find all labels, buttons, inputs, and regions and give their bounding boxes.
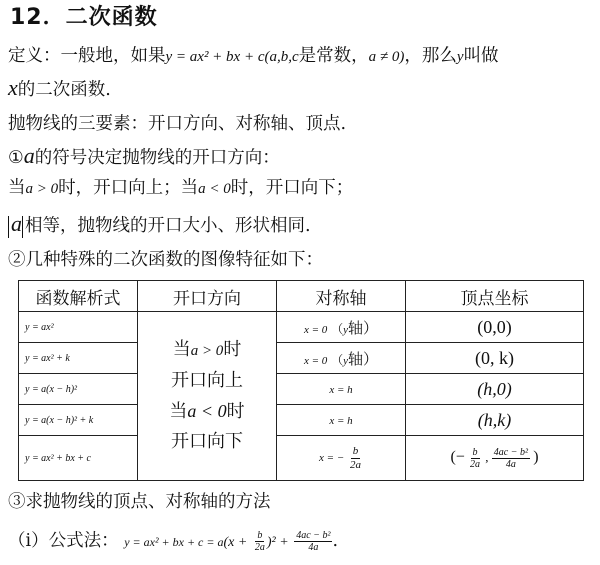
- definition-formula: y = ax² + bx + c(a,b,c: [165, 49, 299, 65]
- header-axis: 对称轴: [277, 281, 406, 312]
- properties-table: [18, 280, 584, 481]
- axis-cell: x = h: [277, 374, 406, 405]
- header-formula: 函数解析式: [19, 281, 138, 312]
- table-row: [19, 436, 584, 481]
- vertex-cell: (0,0): [406, 312, 584, 343]
- definition-suffix: ，那么: [404, 46, 457, 66]
- vertex-form-paren: (x +: [223, 535, 248, 550]
- formula-method-label: （i）公式法：: [8, 531, 119, 551]
- definition-prefix: 定义：一般地，如果: [8, 46, 166, 66]
- axis-cell: x = 0 （y轴）: [277, 343, 406, 374]
- point-2-heading: ②几种特殊的二次函数的图像特征如下：: [8, 250, 323, 270]
- vertex-form-frac-2: $\frac{\text{4ac − b²}}{4a}$: [296, 530, 331, 553]
- vertex-form-square: )² +: [266, 535, 289, 550]
- vertex-form-lhs: y = ax² + bx + c = a: [124, 535, 224, 549]
- definition-suffix2: 叫做: [463, 46, 499, 66]
- direction-line-3: 当a < 0时: [169, 401, 245, 422]
- definition-line2-text: 的二次函数.: [17, 80, 111, 100]
- definition-line-2: [8, 76, 111, 102]
- axis-cell: x = − $\frac{b}{2a}$: [277, 436, 406, 481]
- abs-bar-right: [22, 216, 23, 238]
- direction-line-2: 开口向上: [171, 370, 243, 391]
- point-3-formula-method: [8, 524, 338, 560]
- table-header-row: [19, 281, 584, 312]
- three-elements: 抛物线的三要素：开口方向、对称轴、顶点.: [8, 114, 347, 134]
- definition-mid: 是常数，: [298, 46, 369, 66]
- formula-cell: y = ax² + k: [19, 343, 138, 374]
- detail-text-3: 时，开口向下；: [230, 178, 354, 198]
- axis-cell: x = 0 （y轴）: [277, 312, 406, 343]
- point-3-heading: ③求抛物线的顶点、对称轴的方法: [8, 492, 271, 512]
- point-1-extra: [8, 212, 311, 238]
- definition-line-1: [8, 44, 499, 69]
- vertex-form-period: .: [332, 531, 339, 551]
- definition-condition: a ≠ 0): [368, 49, 405, 65]
- header-vertex: 顶点坐标: [406, 281, 584, 312]
- detail-cond-2: a < 0: [198, 181, 231, 197]
- detail-text-2: 时，开口向上；当: [58, 178, 199, 198]
- vertex-cell: (h,k): [406, 405, 584, 436]
- vertex-cell: (0, k): [406, 343, 584, 374]
- section-title: 12．二次函数: [10, 5, 158, 30]
- formula-cell: y = ax² + bx + c: [19, 436, 138, 481]
- table-row: [19, 374, 584, 405]
- detail-cond-1: a > 0: [25, 181, 59, 197]
- abs-bar: [8, 216, 9, 238]
- axis-cell: x = h: [277, 405, 406, 436]
- point-1-var: a: [23, 143, 35, 168]
- formula-cell: y = a(x − h)²: [19, 374, 138, 405]
- point-1-extra-var: a: [11, 211, 22, 236]
- direction-cell: [138, 312, 277, 481]
- direction-line-1: 当a > 0时: [172, 339, 242, 360]
- point-1-detail: [8, 176, 353, 201]
- direction-line-4: 开口向下: [171, 431, 243, 452]
- header-direction: 开口方向: [138, 281, 277, 312]
- formula-cell: y = ax²: [19, 312, 138, 343]
- table-row: [19, 405, 584, 436]
- vertex-cell: (h,0): [406, 374, 584, 405]
- definition-y: y: [456, 49, 464, 65]
- table-row: [19, 312, 584, 343]
- formula-cell: y = a(x − h)² + k: [19, 405, 138, 436]
- point-1-heading: [8, 144, 280, 170]
- vertex-cell: (− $\frac{b}{2a}$ , $\frac{\text{4ac − b²}}{4a}$ ): [406, 436, 584, 481]
- table-row: [19, 343, 584, 374]
- vertex-form-frac-1: $\frac{b}{2a}$: [254, 530, 265, 553]
- detail-when-1: 当: [8, 178, 26, 198]
- point-1-extra-text: 相等，抛物线的开口大小、形状相同.: [25, 216, 311, 236]
- definition-x: x: [8, 75, 18, 100]
- point-1-label: ①: [8, 148, 24, 168]
- point-1-text: 的符号决定抛物线的开口方向：: [34, 148, 280, 168]
